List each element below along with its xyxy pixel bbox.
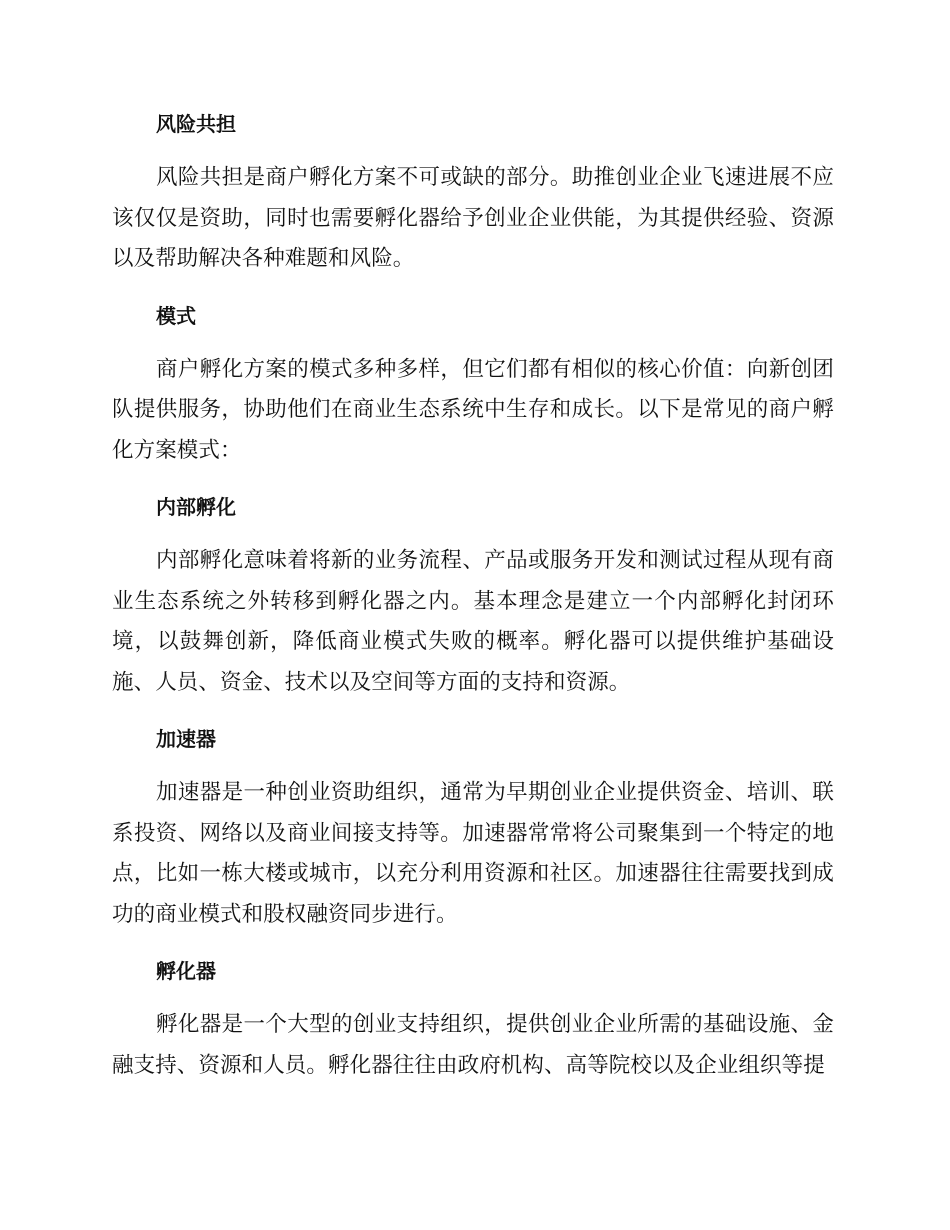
section-risk-sharing	[112, 104, 834, 280]
section-heading: 模式	[156, 303, 196, 328]
section-paragraph: 风险共担是商户孵化方案不可或缺的部分。助推创业企业飞速进展不应该仅仅是资助，同时也需要孵化器给予创业企业供能，为其提供经验、资源以及帮助解决各种难题和风险。	[112, 165, 834, 271]
section-heading: 风险共担	[156, 112, 236, 136]
section-internal-incubation	[112, 487, 834, 703]
section-heading: 加速器	[156, 727, 216, 751]
section-incubator	[112, 951, 834, 1086]
section-accelerator	[112, 719, 834, 935]
section-paragraph: 商户孵化方案的模式多种多样，但它们都有相似的核心价值：向新创团队提供服务，协助他们在商业生态系统中生存和成长。以下是常见的商户孵化方案模式：	[112, 356, 834, 463]
section-models	[112, 296, 834, 472]
section-heading: 内部孵化	[156, 495, 236, 519]
section-paragraph: 内部孵化意味着将新的业务流程、产品或服务开发和测试过程从现有商业生态系统之外转移到孵化器之内。基本理念是建立一个内部孵化封闭环境，以鼓舞创新，降低商业模式失败的概率。孵化器可以提供维护基础设施、人员、资金、技术以及空间等方面的支持和资源。	[112, 548, 834, 695]
section-heading: 孵化器	[156, 959, 216, 983]
section-paragraph: 加速器是一种创业资助组织，通常为早期创业企业提供资金、培训、联系投资、网络以及商业间接支持等。加速器常常将公司聚集到一个特定的地点，比如一栋大楼或城市，以充分利用资源和社区。加速器往往需要找到成功的商业模式和股权融资同步进行。	[112, 780, 834, 927]
section-paragraph: 孵化器是一个大型的创业支持组织，提供创业企业所需的基础设施、金融支持、资源和人员。孵化器往往由政府机构、高等院校以及企业组织等提	[112, 1012, 834, 1078]
document-page	[112, 104, 834, 1102]
